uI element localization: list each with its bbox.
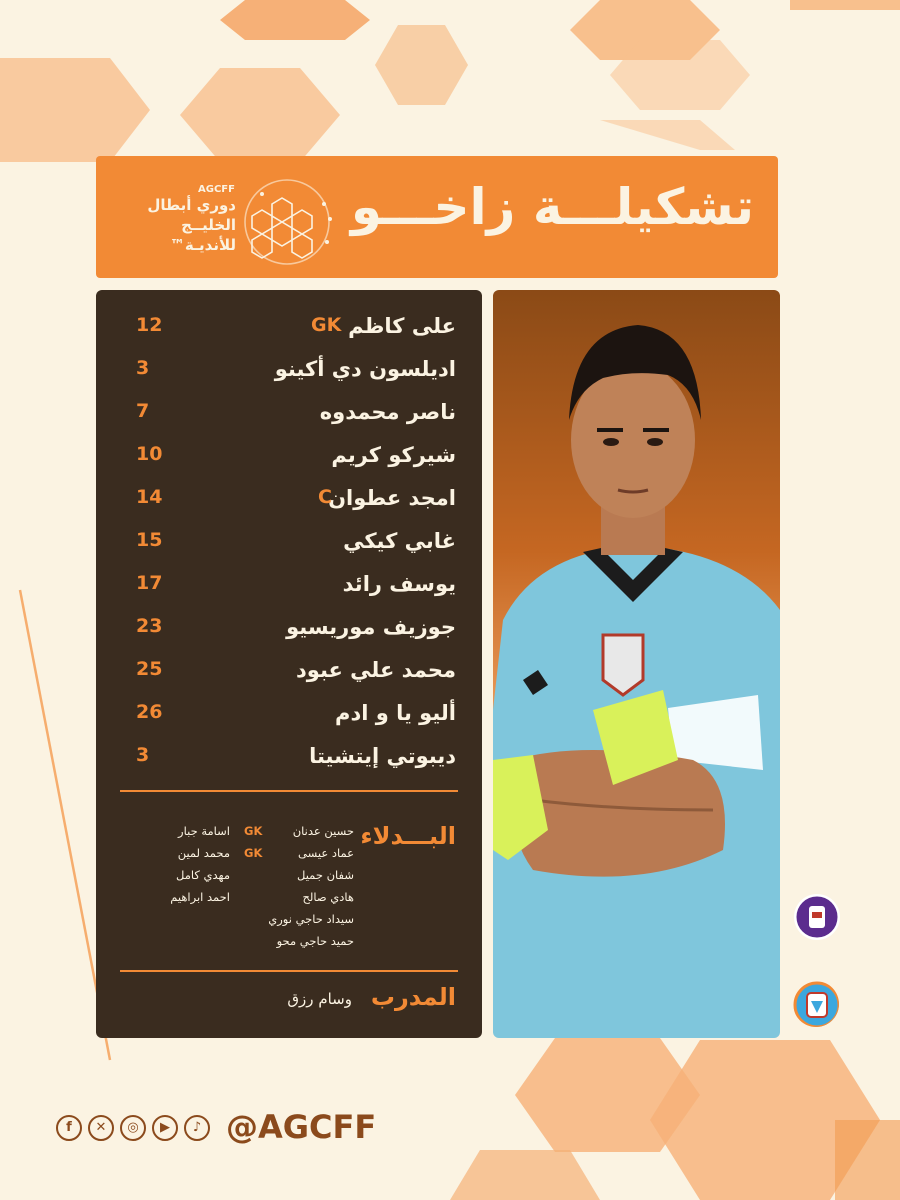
player-row: [96, 744, 482, 782]
player-number: 23: [136, 615, 163, 637]
header-banner: [96, 156, 778, 278]
player-name: محمد علي عبود: [296, 658, 456, 682]
player-role-tag: GK: [311, 314, 342, 336]
logo-line-2: الخليــج: [181, 216, 236, 234]
player-number: 25: [136, 658, 163, 680]
player-number: 7: [136, 400, 150, 422]
player-row: [96, 443, 482, 481]
player-name: شيركو كريم: [331, 443, 456, 467]
page-title: تشكيلـــة زاخـــو: [350, 178, 754, 236]
substitutes-title: البـــدلاء: [360, 822, 456, 850]
player-number: 3: [136, 357, 150, 379]
logo-line-3: للأنديـة™: [169, 236, 236, 254]
player-row: [96, 701, 482, 739]
player-number: 10: [136, 443, 163, 465]
player-row: [96, 314, 482, 352]
player-name: امجد عطوان: [328, 486, 456, 510]
logo-brand-text: AGCFF: [198, 184, 235, 195]
player-name: ناصر محمدوه: [319, 400, 456, 424]
player-number: 26: [136, 701, 163, 723]
player-name: أليو يا و ادم: [335, 701, 456, 725]
player-row: [96, 400, 482, 438]
substitute-gk-tag: GK: [244, 846, 263, 860]
logo-line-1: دوري أبطال: [147, 196, 236, 214]
player-number: 14: [136, 486, 163, 508]
substitute-name: مهدي كامل: [175, 868, 230, 882]
player-number: 3: [136, 744, 150, 766]
player-name: على كاظم: [348, 314, 456, 338]
player-number: 17: [136, 572, 163, 594]
coach-title: المدرب: [370, 983, 456, 1011]
x-icon[interactable]: ✕: [88, 1115, 114, 1141]
player-row: [96, 658, 482, 696]
lineup-panel: [96, 290, 482, 1038]
player-number: 15: [136, 529, 163, 551]
player-row: [96, 572, 482, 610]
player-role-tag: C: [318, 486, 332, 508]
player-name: غابي كيكي: [343, 529, 456, 553]
player-row: [96, 486, 482, 524]
section-divider: [120, 790, 458, 792]
player-number: 12: [136, 314, 163, 336]
substitute-name: سيداد حاجي نوري: [268, 912, 354, 926]
club-badge-1: [794, 894, 840, 940]
substitute-name: هادي صالح: [302, 890, 354, 904]
substitute-name: محمد لمين: [177, 846, 230, 860]
tiktok-icon[interactable]: ♪: [184, 1115, 210, 1141]
substitute-name: حسين عدنان: [292, 824, 354, 838]
substitute-name: احمد ابراهيم: [170, 890, 230, 904]
agcff-logo: [112, 164, 342, 272]
player-row: [96, 615, 482, 653]
player-row: [96, 529, 482, 567]
substitute-name: اسامة جبار: [178, 824, 230, 838]
coach-name: وسام رزق: [287, 990, 352, 1008]
facebook-icon[interactable]: f: [56, 1115, 82, 1141]
player-name: ديبوتي إيتشيتا: [309, 744, 456, 768]
section-divider: [120, 970, 458, 972]
youtube-icon[interactable]: ▶: [152, 1115, 178, 1141]
player-name: جوزيف موريسيو: [286, 615, 456, 639]
substitute-name: عماد عيسى: [298, 846, 354, 860]
social-handle[interactable]: @AGCFF: [226, 1108, 377, 1146]
club-badge-2: [793, 981, 839, 1027]
player-name: اديلسون دي أكينو: [274, 357, 456, 381]
player-row: [96, 357, 482, 395]
substitute-name: حميد حاجي محو: [276, 934, 354, 948]
player-photo: [493, 290, 780, 1038]
player-name: يوسف رائد: [342, 572, 456, 596]
substitute-name: شفان جميل: [297, 868, 354, 882]
instagram-icon[interactable]: ◎: [120, 1115, 146, 1141]
substitute-gk-tag: GK: [244, 824, 263, 838]
player-figure: [493, 290, 780, 1038]
